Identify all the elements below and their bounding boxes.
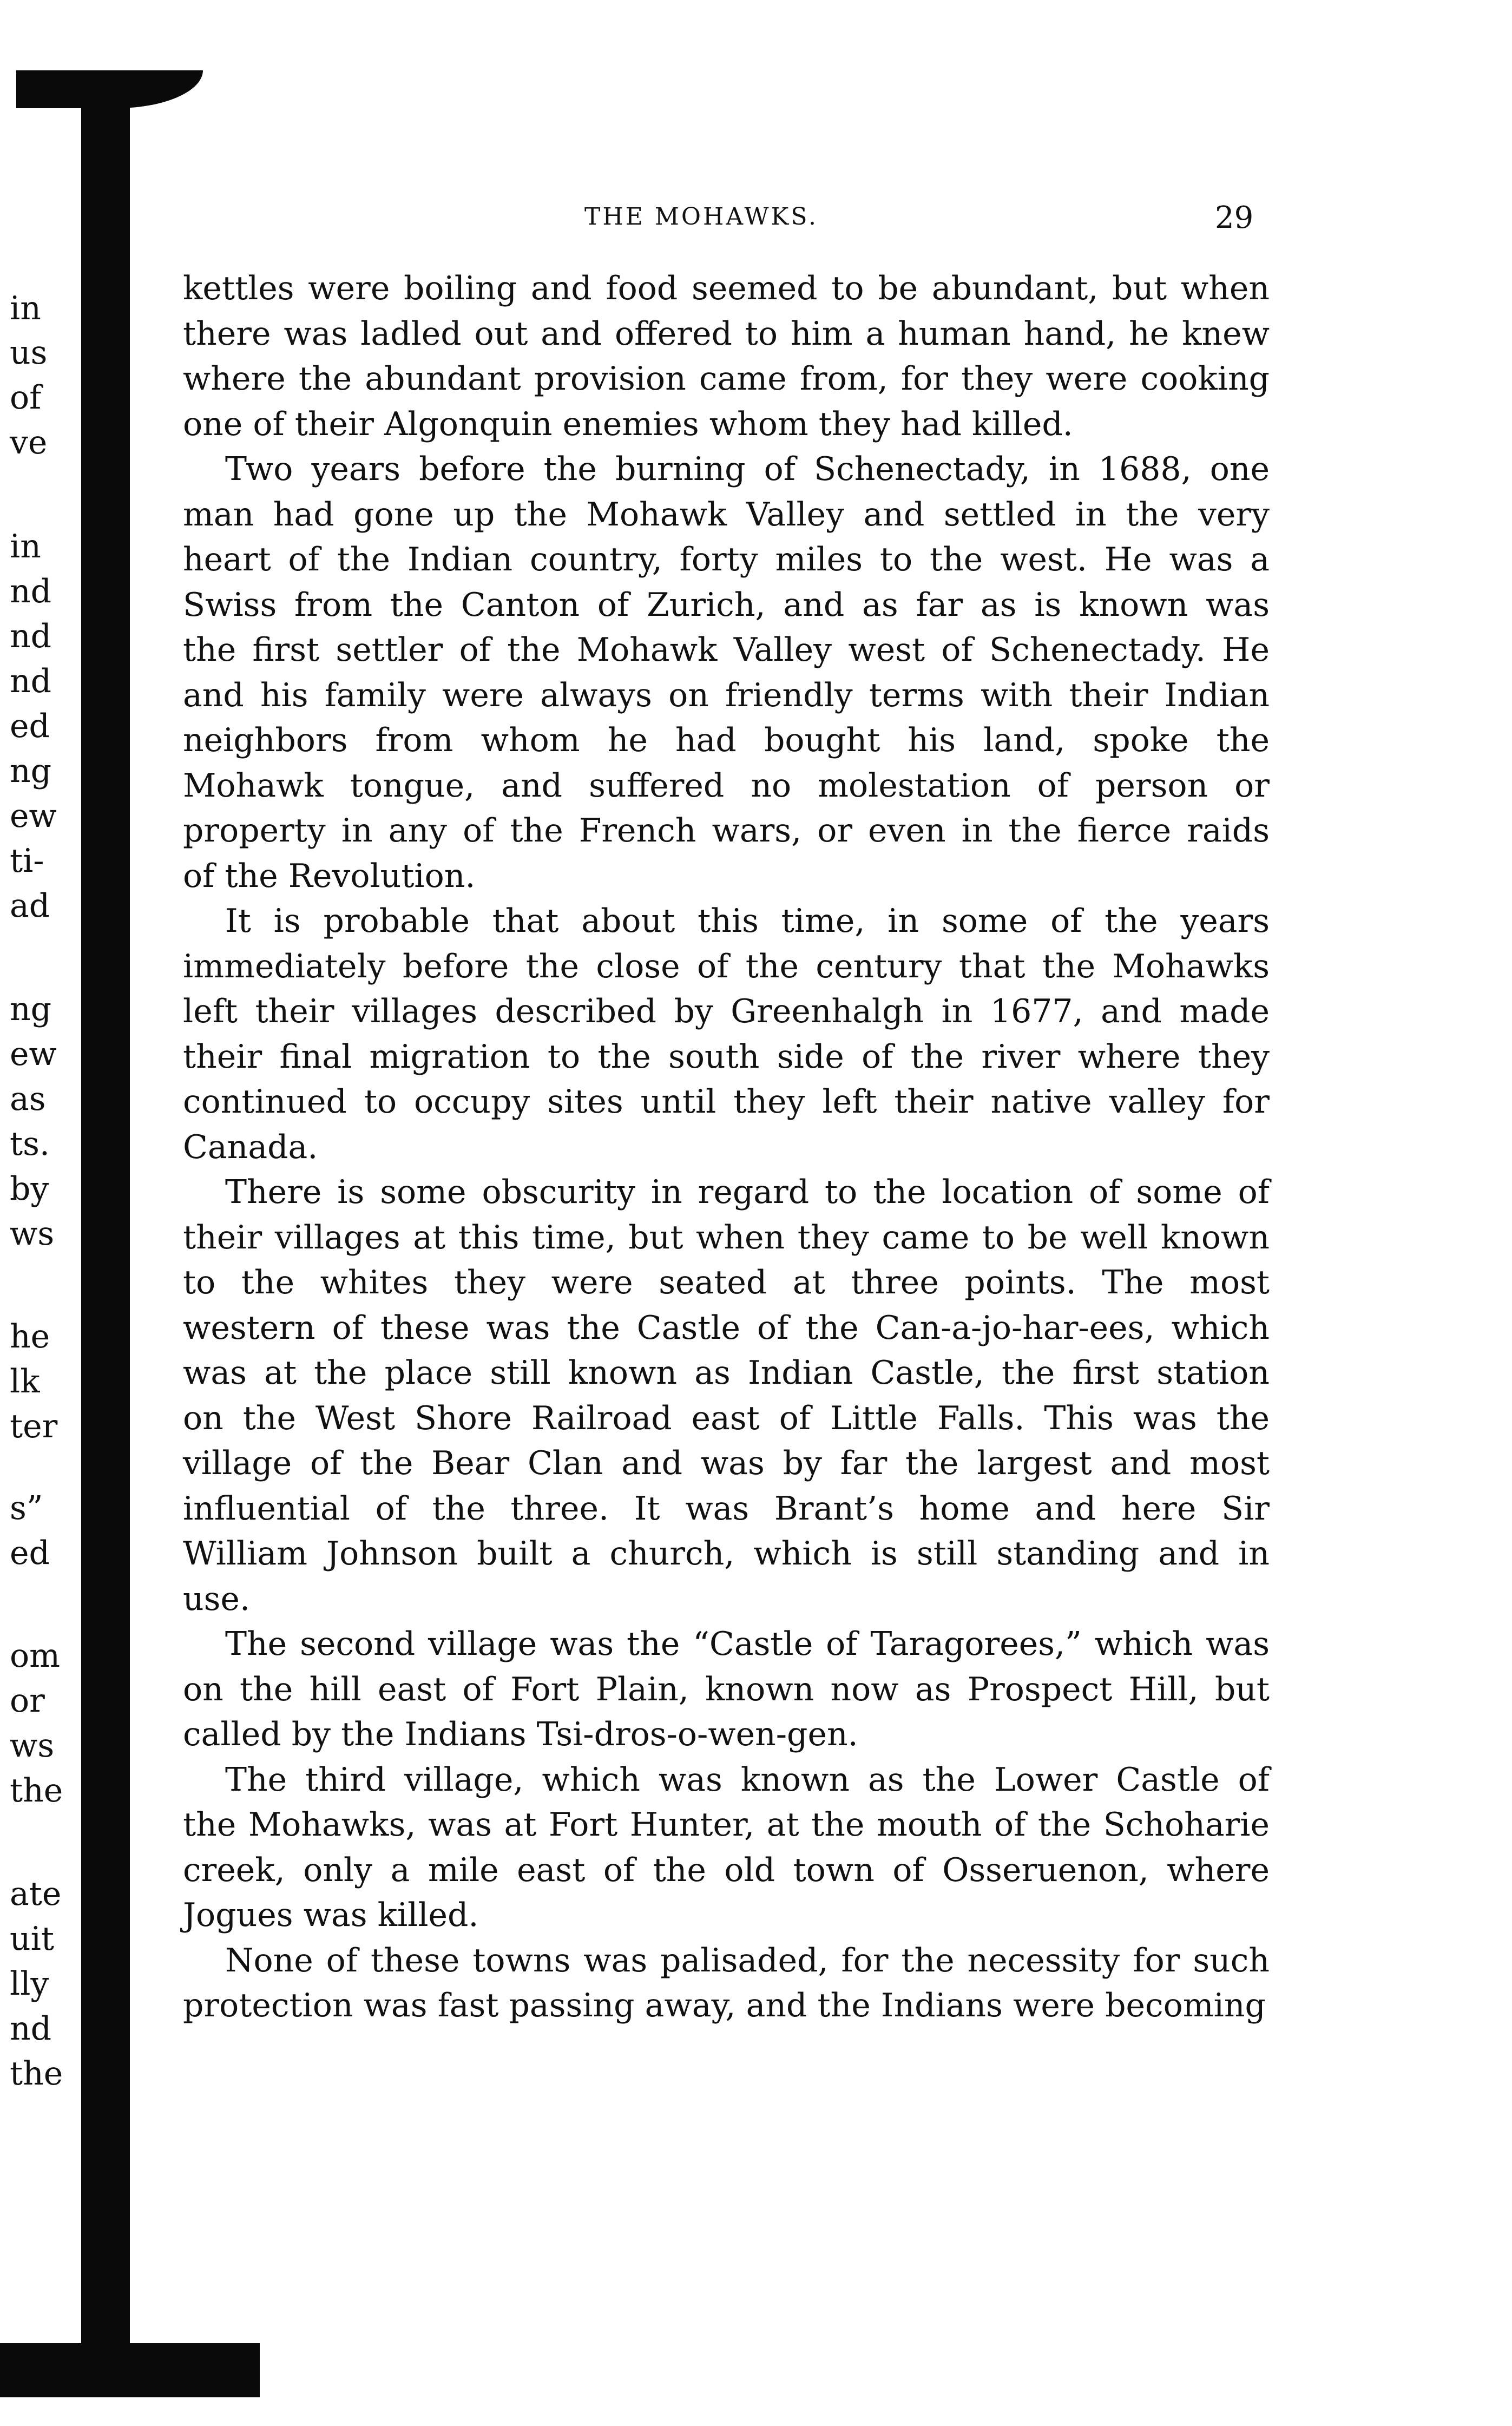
gutter-fragment: nd: [10, 573, 52, 610]
text-line: property in any of the French wars, or even in the fierce raids: [183, 812, 1270, 850]
text-line: western of these was the Castle of the Can-a-jo-har-ees, which: [183, 1309, 1270, 1347]
gutter-fragment: ng: [10, 752, 52, 790]
text-line: man had gone up the Mohawk Valley and settled in the very: [183, 495, 1270, 534]
text-line: their final migration to the south side of the river where they: [183, 1037, 1270, 1076]
running-head: THE MOHAWKS.: [584, 203, 818, 231]
text-line: called by the Indians Tsi-dros-o-wen-gen.: [183, 1715, 858, 1753]
gutter-fragment: ts.: [10, 1125, 50, 1163]
text-line: and his family were always on friendly terms with their Indian: [183, 676, 1270, 714]
gutter-fragment: ate: [10, 1875, 62, 1913]
gutter-binding-bar: [81, 70, 130, 2397]
gutter-fragment: uit: [10, 1920, 54, 1958]
text-line: Two years before the burning of Schenectady, in 1688, one: [225, 450, 1270, 488]
gutter-fragment: by: [10, 1170, 49, 1208]
gutter-fragment: lk: [10, 1363, 40, 1401]
gutter-fragment: the: [10, 1772, 63, 1810]
text-line: Swiss from the Canton of Zurich, and as far as is known was: [183, 586, 1270, 624]
text-line: heart of the Indian country, forty miles to the west. He was a: [183, 541, 1270, 578]
gutter-fragment: in: [10, 528, 41, 566]
text-line: There is some obscurity in regard to the location of some of: [225, 1173, 1270, 1211]
gutter-fragment: the: [10, 2055, 63, 2093]
gutter-fragment: ti-: [10, 842, 44, 880]
gutter-fragment: ve: [10, 424, 48, 462]
text-line: the first settler of the Mohawk Valley west of Schenectady. He: [183, 631, 1270, 669]
text-line: immediately before the close of the century that the Mohawks: [183, 947, 1270, 985]
text-line: the Mohawks, was at Fort Hunter, at the mouth of the Schoharie: [183, 1806, 1270, 1844]
gutter-fragment: nd: [10, 662, 52, 700]
text-line: influential of the three. It was Brant’s home and here Sir: [183, 1489, 1270, 1528]
text-line: Canada.: [183, 1128, 318, 1166]
text-line: on the West Shore Railroad east of Little Falls. This was the: [183, 1399, 1270, 1437]
gutter-fragment: nd: [10, 2010, 52, 2048]
text-line: where the abundant provision came from, for they were cooking: [183, 360, 1270, 398]
text-line: None of these towns was palisaded, for the necessity for such: [225, 1941, 1270, 1980]
gutter-fragment: ed: [10, 1534, 50, 1572]
gutter-fragment: ad: [10, 887, 50, 925]
gutter-fragment: lly: [10, 1965, 49, 2003]
body-text: [183, 266, 1270, 2029]
gutter-fragment: om: [10, 1637, 61, 1675]
gutter-fragment: us: [10, 334, 48, 372]
page-number: 29: [1215, 200, 1254, 235]
gutter-fragment: in: [10, 290, 41, 327]
gutter-bar-bottom-serif: [0, 2343, 260, 2397]
text-line: William Johnson built a church, which is still standing and in: [183, 1535, 1270, 1573]
text-line: kettles were boiling and food seemed to be abundant, but when: [183, 269, 1270, 307]
text-line: The second village was the “Castle of Taragorees,” which was: [225, 1625, 1270, 1663]
gutter-fragment: ew: [10, 797, 57, 835]
text-line: It is probable that about this time, in some of the years: [225, 902, 1270, 940]
gutter-fragment: ws: [10, 1727, 55, 1765]
text-line: there was ladled out and offered to him a human hand, he knew: [183, 314, 1270, 353]
text-line: of the Revolution.: [183, 857, 476, 895]
paragraph: [183, 1758, 1270, 1938]
paragraph: [183, 1622, 1270, 1758]
text-line: their villages at this time, but when they came to be well known: [183, 1218, 1270, 1257]
gutter-fragment: as: [10, 1080, 46, 1118]
gutter-fragment: ng: [10, 990, 52, 1028]
gutter-fragment: s”: [10, 1489, 43, 1527]
text-line: protection was fast passing away, and the Indians were becoming: [183, 1987, 1266, 2024]
paragraph: [183, 447, 1270, 899]
text-line: creek, only a mile east of the old town of Osseruenon, where: [183, 1851, 1270, 1889]
text-line: was at the place still known as Indian Castle, the first station: [183, 1354, 1270, 1392]
paragraph: [183, 1938, 1270, 2029]
text-line: use.: [183, 1580, 251, 1618]
gutter-fragment: ws: [10, 1215, 55, 1253]
paragraph: [183, 899, 1270, 1170]
gutter-fragment: he: [10, 1318, 50, 1356]
text-line: village of the Bear Clan and was by far the largest and most: [183, 1444, 1270, 1482]
gutter-fragment: nd: [10, 617, 52, 655]
text-line: on the hill east of Fort Plain, known now as Prospect Hill, but: [183, 1670, 1270, 1708]
gutter-fragment: of: [10, 379, 42, 417]
text-line: Mohawk tongue, and suffered no molestation of person or: [183, 766, 1270, 805]
gutter-fragment: or: [10, 1682, 45, 1720]
text-line: continued to occupy sites until they left their native valley for: [183, 1083, 1270, 1121]
gutter-fragment: ew: [10, 1035, 57, 1073]
text-line: Jogues was killed.: [183, 1896, 479, 1934]
gutter-fragment: ter: [10, 1408, 58, 1445]
paragraph: [183, 1170, 1270, 1622]
text-line: neighbors from whom he had bought his land, spoke the: [183, 721, 1270, 759]
gutter-fragment: ed: [10, 707, 50, 745]
text-line: left their villages described by Greenhalgh in 1677, and made: [183, 992, 1270, 1030]
paragraph: [183, 266, 1270, 447]
text-line: one of their Algonquin enemies whom they had killed.: [183, 405, 1073, 443]
text-line: The third village, which was known as the Lower Castle of: [225, 1760, 1270, 1799]
text-line: to the whites they were seated at three points. The most: [183, 1264, 1270, 1301]
